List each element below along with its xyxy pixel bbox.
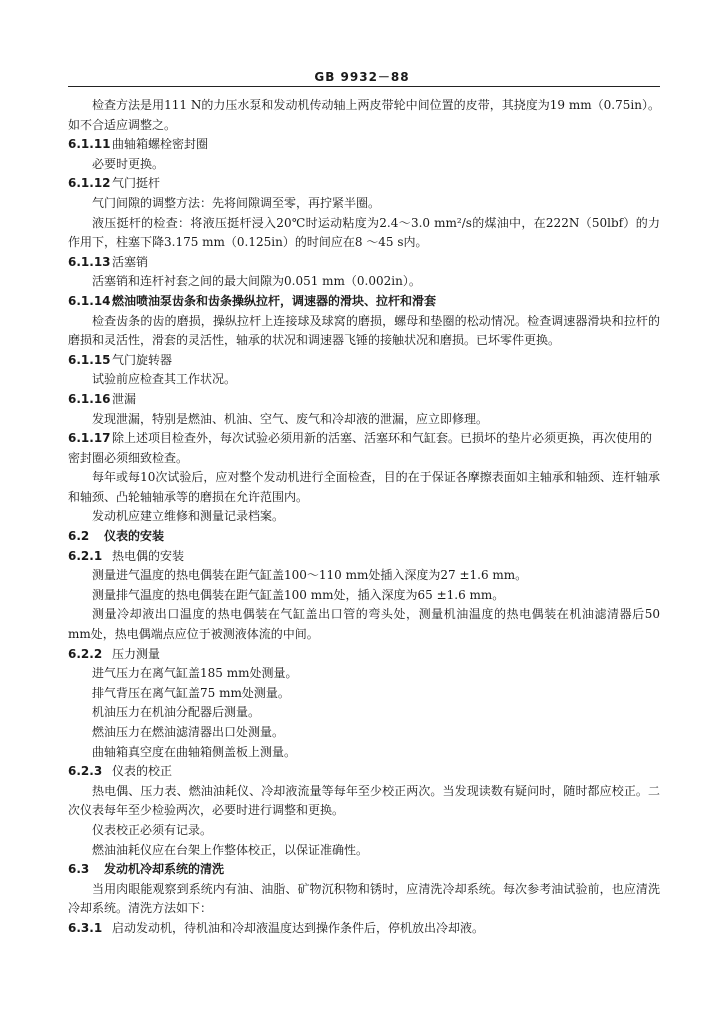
section-title: 仪表的校正 <box>112 764 173 779</box>
section-title: 燃油喷油泵齿条和齿条操纵拉杆，调速器的滑块、拉杆和滑套 <box>112 293 437 308</box>
paragraph: 液压挺杆的检查：将液压挺杆浸入20℃时运动粘度为2.4～3.0 mm²/s的煤油中，在222N（50lbf）的力作用下，柱塞下降3.175 mm（0.125in）的时间应在8 ～45 s内。 <box>68 215 660 250</box>
section-heading <box>68 174 660 194</box>
section-title: 泄漏 <box>112 391 137 406</box>
paragraph: 必要时更换。 <box>92 156 165 171</box>
section-heading <box>68 762 660 782</box>
paragraph: 排气背压在离气缸盖75 mm处测量。 <box>92 685 290 700</box>
paragraph: 热电偶、压力表、燃油油耗仪、冷却液流量等每年至少校正两次。当发现读数有疑问时，随时都应校正。二次仪表每年至少检验两次，必要时进行调整和更换。 <box>68 783 660 818</box>
section-heading <box>68 351 660 371</box>
section-heading <box>68 292 660 312</box>
paragraph: 机油压力在机油分配器后测量。 <box>92 705 261 720</box>
paragraph: 测量排气温度的热电偶装在距气缸盖100 mm处，插入深度为65 ±1.6 mm。 <box>92 587 505 602</box>
section-heading <box>68 527 660 547</box>
paragraph: 测量进气温度的热电偶装在距气缸盖100～110 mm处插入深度为27 ±1.6 mm。 <box>92 568 528 583</box>
paragraph: 曲轴箱真空度在曲轴箱侧盖板上测量。 <box>92 744 297 759</box>
section-heading <box>68 645 660 665</box>
clause-text: 除上述项目检查外，每次试验必须用新的活塞、活塞环和气缸套。已损坏的垫片必须更换，再次使用的密封圈必须细致检查。 <box>68 431 653 465</box>
section-number: 6.1.14 <box>68 293 111 308</box>
paragraph: 每年或每10次试验后，应对整个发动机进行全面检查，目的在于保证各摩擦表面如主轴承和轴颈、连杆轴承和轴颈、凸轮轴轴承等的磨损在允许范围内。 <box>68 470 660 504</box>
section-title: 发动机冷却系统的清洗 <box>104 862 225 877</box>
section-heading <box>68 390 660 410</box>
paragraph: 试验前应检查其工作状况。 <box>92 372 237 387</box>
paragraph: 发动机应建立维修和测量记录档案。 <box>92 509 285 524</box>
section-heading <box>68 253 660 273</box>
section-number: 6.2.2 <box>68 646 103 661</box>
paragraph: 燃油油耗仪应在台架上作整体校正，以保证准确性。 <box>92 842 369 857</box>
paragraph: 进气压力在离气缸盖185 mm处测量。 <box>92 666 298 681</box>
header-divider <box>68 86 660 87</box>
section-number: 6.1.11 <box>68 137 111 152</box>
paragraph: 测量冷却液出口温度的热电偶装在气缸盖出口管的弯头处，测量机油温度的热电偶装在机油滤清器后50 mm处，热电偶端点应位于被测液体流的中间。 <box>68 607 660 642</box>
section-title: 气门旋转器 <box>112 352 173 367</box>
document-body <box>68 96 660 939</box>
section-heading <box>68 547 660 567</box>
paragraph: 当用肉眼能观察到系统内有油、油脂、矿物沉积物和锈时，应清洗冷却系统。每次参考油试验前，也应清洗冷却系统。清洗方法如下： <box>68 881 660 916</box>
section-title: 热电偶的安装 <box>112 548 185 563</box>
section-title: 曲轴箱螺栓密封圈 <box>112 137 209 152</box>
section-number: 6.1.16 <box>68 391 111 406</box>
section-heading <box>68 860 660 880</box>
paragraph: 发现泄漏，特别是燃油、机油、空气、废气和冷却液的泄漏，应立即修理。 <box>92 411 489 426</box>
paragraph: 气门间隙的调整方法：先将间隙调至零，再拧紧半圈。 <box>92 195 381 210</box>
section-number: 6.2.3 <box>68 764 103 779</box>
section-number: 6.2.1 <box>68 548 103 563</box>
clause-text: 启动发动机，待机油和冷却液温度达到操作条件后，停机放出冷却液。 <box>112 920 485 935</box>
paragraph: 检查方法是用111 N的力压水泵和发动机传动轴上两皮带轮中间位置的皮带，其挠度为19 mm（0.75in）。如不合适应调整之。 <box>68 98 660 132</box>
clause-paragraph <box>68 919 660 939</box>
section-number: 6.1.17 <box>68 431 111 446</box>
section-number: 6.1.13 <box>68 254 111 269</box>
section-title: 压力测量 <box>112 646 161 661</box>
section-number: 6.1.12 <box>68 176 111 191</box>
clause-paragraph <box>68 429 660 468</box>
page-header: GB 9932－88 <box>314 70 410 84</box>
paragraph: 检查齿条的齿的磨损，操纵拉杆上连接球及球窝的磨损，螺母和垫圈的松动情况。检查调速器滑块和拉杆的磨损和灵活性，滑套的灵活性，轴承的状况和调速器飞锤的接触状况和磨损。已坏零件更换。 <box>68 313 660 348</box>
section-title: 活塞销 <box>112 254 149 269</box>
section-heading <box>68 135 660 155</box>
section-title: 气门挺杆 <box>112 176 161 191</box>
section-number: 6.3.1 <box>68 920 103 935</box>
section-number: 6.2 <box>68 529 90 544</box>
paragraph: 活塞销和连杆衬套之间的最大间隙为0.051 mm（0.002in）。 <box>92 274 421 289</box>
section-number: 6.1.15 <box>68 352 111 367</box>
section-number: 6.3 <box>68 862 90 877</box>
paragraph: 仪表校正必须有记录。 <box>92 822 213 837</box>
section-title: 仪表的安装 <box>104 529 165 544</box>
paragraph: 燃油压力在燃油滤清器出口处测量。 <box>92 725 285 739</box>
